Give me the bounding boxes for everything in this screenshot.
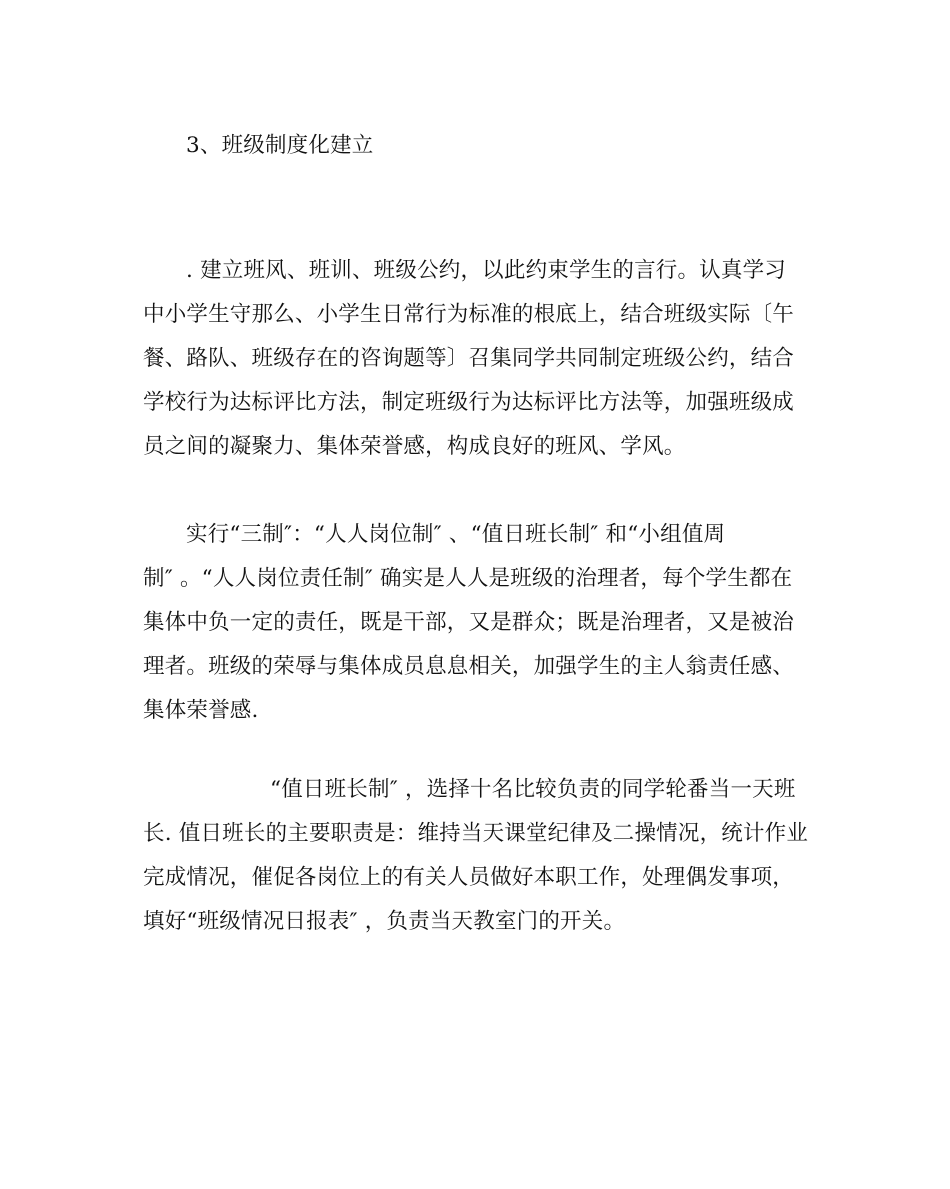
paragraph-line: . 建立班风、班训、班级公约，以此约束学生的言行。认真学习 bbox=[186, 258, 786, 283]
paragraph-line: 完成情况，催促各岗位上的有关人员做好本职工作，处理偶发事项， bbox=[143, 865, 795, 890]
paragraph-line: 集体荣誉感. bbox=[143, 698, 259, 723]
paragraph-line: 员之间的凝聚力、集体荣誉感，构成良好的班风、学风。 bbox=[143, 434, 686, 459]
section-heading: 3、班级制度化建立 bbox=[186, 133, 374, 158]
paragraph-line: “值日班长制″ ，选择十名比较负责的同学轮番当一天班 bbox=[270, 777, 796, 802]
paragraph-line: 制″ 。“人人岗位责任制″ 确实是人人是班级的治理者，每个学生都在 bbox=[143, 566, 793, 591]
paragraph-line: 理者。班级的荣辱与集体成员息息相关，加强学生的主人翁责任感、 bbox=[143, 654, 795, 679]
paragraph-line: 中小学生守那么、小学生日常行为标准的根底上，结合班级实际〔午 bbox=[143, 302, 795, 327]
paragraph-line: 实行“三制″：“人人岗位制″ 、“值日班长制″ 和“小组值周 bbox=[186, 522, 726, 547]
paragraph-line: 长. 值日班长的主要职责是：维持当天课堂纪律及二操情况，统计作业 bbox=[143, 821, 809, 846]
paragraph-line: 学校行为达标评比方法，制定班级行为达标评比方法等，加强班级成 bbox=[143, 390, 795, 415]
paragraph-line: 集体中负一定的责任，既是干部，又是群众；既是治理者，又是被治 bbox=[143, 610, 795, 635]
paragraph-line: 填好“班级情况日报表″ ，负责当天教室门的开关。 bbox=[143, 909, 626, 934]
paragraph-line: 餐、路队、班级存在的咨询题等〕召集同学共同制定班级公约，结合 bbox=[143, 346, 795, 371]
